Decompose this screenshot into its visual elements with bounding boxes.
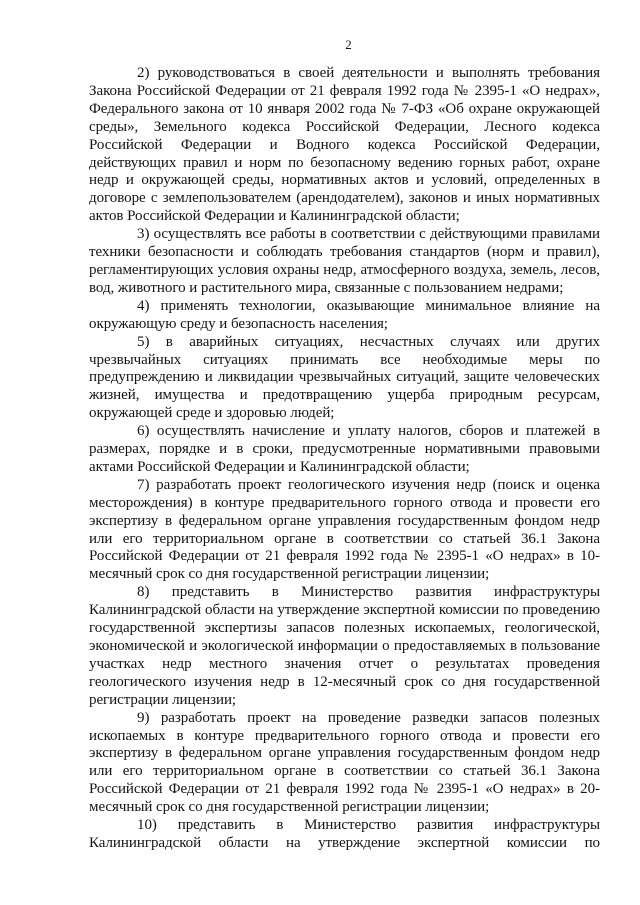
- paragraph-item-2: 2) руководствоваться в своей деятельности и выполнять требования Закона Российской Федерации от 21 февраля 1992 года № 2395-1 «О недрах», Федерального закона от 10 января 2002 года № 7-ФЗ «Об охране окружающей среды», Земельного кодекса Российской Федерации, Лесного кодекса Российской Федерации и Водного кодекса Российской Федерации, действующих правил и норм по безопасному ведению горных работ, охране недр и окружающей среды, нормативных актов и условий, определенных в договоре с землепользователем (арендодателем), законов и иных нормативных актов Российской Федерации и Калининградской области;: [89, 65, 600, 225]
- paragraph-item-3: 3) осуществлять все работы в соответствии с действующими правилами техники безопасности и соблюдать требования стандартов (норм и правил), регламентирующих условия охраны недр, атмосферного воздуха, земель, лесов, вод, животного и растительного мира, связанные с пользованием недрами;: [89, 226, 600, 296]
- page-number: 2: [345, 37, 352, 52]
- paragraph-item-5: 5) в аварийных ситуациях, несчастных случаях или других чрезвычайных ситуациях принимать все необходимые меры по предупреждению и ликвидации чрезвычайных ситуаций, защите человеческих жизней, имущества и предотвращению ущерба природным ресурсам, окружающей среде и здоровью людей;: [89, 333, 600, 422]
- paragraph-item-8: 8) представить в Министерство развития инфраструктуры Калининградской области на утверждение экспертной комиссии по проведению государственной экспертизы запасов полезных ископаемых, геологической, экономической и экологической информации о предоставляемых в пользование участках недр местного значения отчет о результатах проведения геологического изучения недр в 12-месячный срок со дня государственной регистрации лицензии;: [89, 584, 600, 708]
- paragraph-item-6: 6) осуществлять начисление и уплату налогов, сборов и платежей в размерах, порядке и в сроки, предусмотренные нормативными правовыми актами Российской Федерации и Калининградской области;: [89, 423, 600, 475]
- paragraph-item-9: 9) разработать проект на проведение разведки запасов полезных ископаемых в контуре предварительного горного отвода и провести его экспертизу в федеральном органе управления государственным фондом недр или его территориальном органе в соответствии со статьей 36.1 Закона Российской Федерации от 21 февраля 1992 года № 2395-1 «О недрах» в 20-месячный срок со дня государственной регистрации лицензии;: [89, 709, 600, 816]
- paragraph-item-7: 7) разработать проект геологического изучения недр (поиск и оценка месторождения) в контуре предварительного горного отвода и провести его экспертизу в федеральном органе управления государственным фондом недр или его территориальном органе в соответствии со статьей 36.1 Закона Российской Федерации от 21 февраля 1992 года № 2395-1 «О недрах» в 10-месячный срок со дня государственной регистрации лицензии;: [89, 476, 600, 583]
- paragraph-item-10: 10) представить в Министерство развития инфраструктуры Калининградской области на утверждение экспертной комиссии по: [89, 817, 600, 851]
- paragraph-item-4: 4) применять технологии, оказывающие минимальное влияние на окружающую среду и безопасность населения;: [89, 297, 600, 332]
